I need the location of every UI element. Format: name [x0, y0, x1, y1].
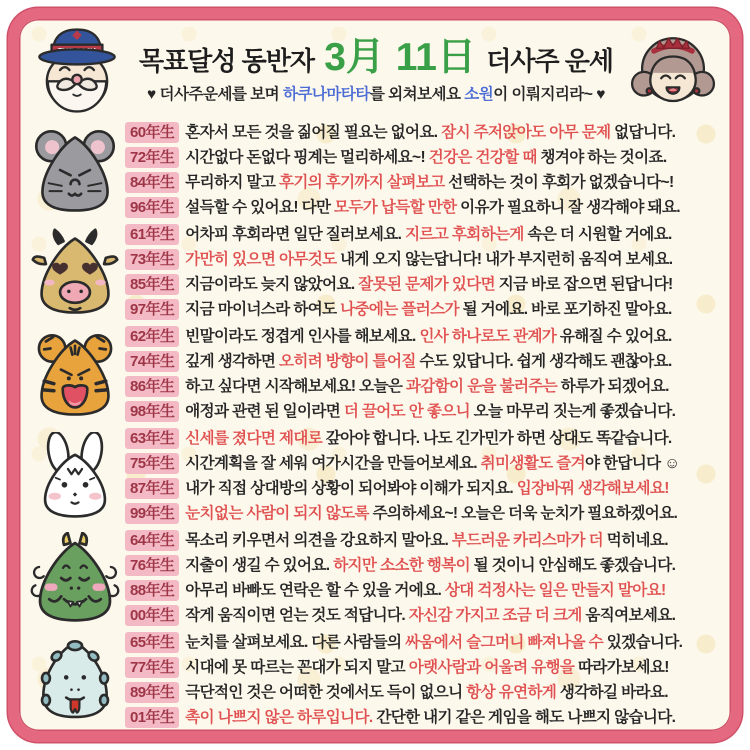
fortune-text-segment: 지금이라도 늦지 않았어요. [185, 276, 359, 293]
fortune-text-segment: 싸움에서 슬그머니 빠져나올 수 [405, 634, 604, 651]
rat-icon [25, 126, 125, 214]
year-badge: 73年生 [125, 249, 179, 270]
fortune-text-segment: 눈치없는 사람이 되지 않도록 [185, 505, 369, 522]
year-badge: 61年生 [125, 224, 179, 245]
year-badge: 98年生 [125, 401, 179, 422]
fortune-text-segment: 잠시 주저앉아도 아무 문제 [441, 124, 611, 141]
year-badge: 74年生 [125, 351, 179, 372]
fortune-text-segment: 빈말이라도 정겹게 인사를 해보세요. [185, 328, 420, 345]
fortune-text-segment: 나중에는 플러스가 [340, 301, 459, 318]
fortune-section-dragon [25, 527, 723, 629]
poster-header [25, 23, 723, 119]
fortune-text-segment: 시대에 못 따르는 꼰대가 되지 말고 [185, 659, 409, 676]
fortune-text-segment: 신세를 졌다면 제대로 [185, 430, 323, 447]
fortune-line [125, 399, 723, 424]
fortune-rows [125, 324, 723, 424]
fortune-line [125, 195, 723, 220]
fortune-text-segment: 눈치를 살펴보세요. 다른 사람들의 [185, 634, 406, 651]
fortune-line [125, 630, 723, 655]
fortune-line [125, 145, 723, 170]
fortune-text-segment: 모두가 납득할 만한 [334, 199, 457, 216]
fortune-line [125, 170, 723, 195]
fortune-text-segment: 시간계획을 잘 세워 여가시간을 만들어보세요. [185, 455, 481, 472]
fortune-rows [125, 426, 723, 526]
fortune-section-ox [25, 221, 723, 323]
fortune-section-tiger [25, 323, 723, 425]
fortune-text-segment: 애정과 관련 된 일이라면 [185, 403, 344, 420]
fortune-line [125, 297, 723, 322]
fortune-text-segment: 없답니다. [610, 124, 676, 141]
fortune-rows [125, 630, 723, 730]
fortune-text-segment: 될 거에요. 바로 포기하진 말아요. [458, 301, 672, 318]
fortune-line [125, 451, 723, 476]
year-badge: 99年生 [125, 503, 179, 524]
fortune-line [125, 655, 723, 680]
fortune-section-rat [25, 119, 723, 221]
fortune-text-segment: 상대 걱정사는 일은 만들지 말아요! [444, 582, 666, 599]
year-badge: 97年生 [125, 299, 179, 320]
fortune-text-segment: 자신감 가지고 조금 더 크게 [408, 607, 582, 624]
year-badge: 64年生 [125, 530, 179, 551]
year-badge: 96年生 [125, 197, 179, 218]
fortune-text-segment: 선택하는 것이 후회가 없겠습니다~! [444, 174, 674, 191]
fortune-rows [125, 528, 723, 628]
title-prefix: 목표달성 동반자 [138, 46, 314, 76]
fortune-text-segment: 무리하지 말고 [185, 174, 279, 191]
fortune-line [125, 476, 723, 501]
year-badge: 63年生 [125, 428, 179, 449]
year-badge: 86年生 [125, 376, 179, 397]
fortune-line [125, 120, 723, 145]
fortune-text-segment: 먹히네요. [603, 532, 668, 549]
fortune-line [125, 553, 723, 578]
fortune-text-segment: 있겠습니다. [603, 634, 683, 651]
year-badge: 87年生 [125, 478, 179, 499]
fortune-rows [125, 222, 723, 322]
fortune-text-segment: 아랫사람과 어울려 유행을 [408, 659, 575, 676]
fortune-rows [125, 120, 723, 220]
subtitle-segment: 를 외쳐보세요 [369, 86, 465, 103]
fortune-text-segment: 설득할 수 있어요! 다만 [185, 199, 335, 216]
fortune-text-segment: 시간없다 돈없다 핑계는 멀리하세요~! [185, 149, 429, 166]
year-badge: 60年生 [125, 122, 179, 143]
saju-girl-icon [623, 25, 723, 117]
year-badge: 75年生 [125, 453, 179, 474]
fortune-line [125, 349, 723, 374]
year-badge: 01年生 [125, 707, 179, 728]
fortune-text-segment: 깊게 생각하면 [185, 353, 279, 370]
fortune-line [125, 603, 723, 628]
fortune-text-segment: 내게 오지 않는답니다! 내가 부지런히 움직여 보세요. [336, 251, 673, 268]
fortune-text-segment: 하지만 소소한 행복이 [333, 557, 470, 574]
title-suffix: 더사주 운세 [486, 46, 614, 76]
fortune-text-segment: 지출이 생길 수 있어요. [185, 557, 334, 574]
fortune-text-segment: 챙겨야 하는 것이죠. [536, 149, 667, 166]
year-badge: 89年生 [125, 682, 179, 703]
ox-icon [25, 228, 125, 316]
subtitle-segment: 하쿠나마타타 [282, 86, 370, 103]
fortune-text-segment: 목소리 키우면서 의견을 강요하지 말아요. [185, 532, 452, 549]
rabbit-icon [25, 432, 125, 520]
fortune-text-segment: 움직여보세요. [581, 607, 676, 624]
fortune-text-segment: 오히려 방향이 틀어질 [278, 353, 416, 370]
fortune-text-segment: 주의하세요~! 오늘은 더욱 눈치가 필요하겠어요. [368, 505, 678, 522]
fortune-text-segment: 간단한 내기 같은 게임을 해도 나쁘지 않습니다. [372, 709, 676, 726]
fortune-line [125, 222, 723, 247]
fortune-line [125, 680, 723, 705]
fortune-sections [25, 119, 723, 731]
fortune-text-segment: 가만히 있으면 아무것도 [185, 251, 337, 268]
fortune-line [125, 578, 723, 603]
fortune-text-segment: 하고 싶다면 시작해보세요! 오늘은 [185, 378, 406, 395]
fortune-text-segment: 건강은 건강할 때 [428, 149, 537, 166]
snake-icon [25, 636, 125, 724]
fortune-text-segment: 잘못된 문제가 있다면 [358, 276, 496, 293]
fortune-text-segment: 야 한답니다 ☺ [584, 455, 680, 472]
fortune-text-segment: 될 것이니 안심해도 좋겠습니다. [469, 557, 676, 574]
fortune-text-segment: 취미생활도 즐겨 [480, 455, 585, 472]
fortune-text-segment: 어차피 후회라면 일단 질러보세요. [185, 226, 406, 243]
year-badge: 00年生 [125, 605, 179, 626]
fortune-text-segment: 지금 바로 잡으면 된답니다! [495, 276, 673, 293]
saju-grandpa-icon [25, 23, 129, 119]
fortune-text-segment: 수도 있답니다. 쉽게 생각해도 괜찮아요. [415, 353, 672, 370]
fortune-text-segment: 생각하길 바라요. [556, 684, 668, 701]
year-badge: 77年生 [125, 657, 179, 678]
title-date: 3月 11日 [324, 36, 476, 79]
year-badge: 72年生 [125, 147, 179, 168]
year-badge: 85年生 [125, 274, 179, 295]
year-badge: 62年生 [125, 326, 179, 347]
fortune-text-segment: 항상 유연하게 [466, 684, 557, 701]
fortune-text-segment: 지금 마이너스라 하여도 [185, 301, 341, 318]
fortune-text-segment: 촉이 나쁘지 않은 하루입니다. [185, 709, 373, 726]
fortune-line [125, 247, 723, 272]
fortune-section-snake [25, 629, 723, 731]
fortune-text-segment: 유해질 수 있어요. [556, 328, 672, 345]
year-badge: 88年生 [125, 580, 179, 601]
fortune-text-segment: 혼자서 모든 것을 짊어질 필요는 없어요. [185, 124, 442, 141]
fortune-text-segment: 후기의 후기까지 살펴보고 [278, 174, 445, 191]
fortune-text-segment: 작게 움직이면 얻는 것도 적답니다. [185, 607, 409, 624]
year-badge: 84年生 [125, 172, 179, 193]
fortune-text-segment: 더 끌어도 안 좋으니 [343, 403, 470, 420]
fortune-text-segment: 입장바꿔 생각해보세요! [516, 480, 669, 497]
fortune-text-segment: 인사 하나로도 관계가 [419, 328, 557, 345]
fortune-text-segment: 부드러운 카리스마가 더 [451, 532, 604, 549]
fortune-line [125, 374, 723, 399]
fortune-text-segment: 지르고 후회하는게 [405, 226, 524, 243]
fortune-line [125, 324, 723, 349]
fortune-text-segment: 따라가보세요! [574, 659, 669, 676]
subtitle-segment: ♥ 더사주운세를 보며 [147, 86, 283, 103]
subtitle-segment: 소원 [464, 86, 494, 103]
tiger-icon [25, 330, 125, 418]
fortune-text-segment: 하루가 되겠어요. [557, 378, 669, 395]
fortune-text-segment: 속은 더 시원할 거에요. [523, 226, 672, 243]
poster-frame [8, 8, 742, 742]
fortune-line [125, 426, 723, 451]
fortune-line [125, 528, 723, 553]
header-titles [129, 38, 623, 104]
fortune-text-segment: 내가 직접 상대방의 상황이 되어봐야 이해가 되지요. [185, 480, 517, 497]
subtitle-segment: 이 이뤄지리라~ ♥ [493, 86, 605, 103]
poster-content [19, 19, 731, 731]
fortune-section-rabbit [25, 425, 723, 527]
page-title [129, 38, 623, 81]
fortune-line [125, 501, 723, 526]
fortune-text-segment: 아무리 바빠도 연락은 할 수 있을 거에요. [185, 582, 445, 599]
fortune-text-segment: 갚아야 합니다. 나도 긴가민가 하면 상대도 똑같습니다. [322, 430, 672, 447]
fortune-text-segment: 이유가 필요하니 잘 생각해야 돼요. [456, 199, 680, 216]
year-badge: 76年生 [125, 555, 179, 576]
fortune-line [125, 705, 723, 730]
fortune-text-segment: 오늘 마무리 짓는게 좋겠습니다. [469, 403, 676, 420]
fortune-text-segment: 극단적인 것은 어떠한 것에서도 득이 없으니 [185, 684, 467, 701]
subtitle [129, 82, 623, 104]
year-badge: 65年生 [125, 632, 179, 653]
dragon-icon [25, 532, 125, 624]
fortune-line [125, 272, 723, 297]
fortune-text-segment: 과감함이 운을 불러주는 [405, 378, 558, 395]
